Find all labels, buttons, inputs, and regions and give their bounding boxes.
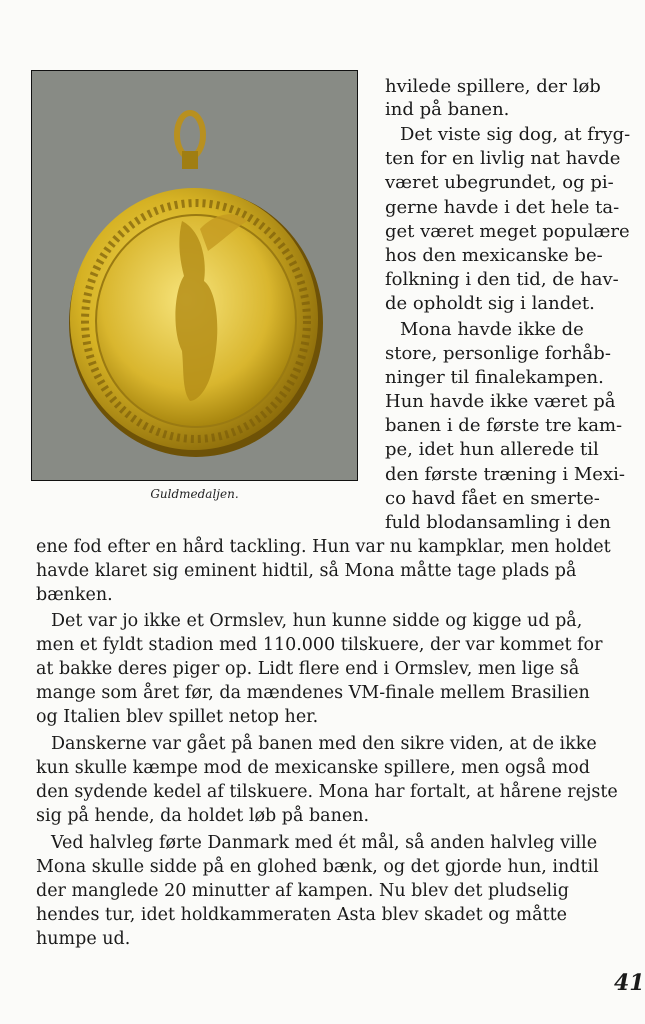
text-line: Det viste sig dog, at fryg- (400, 124, 631, 145)
text-line: den første træning i Mexi- (385, 464, 625, 485)
text-line: men et fyldt stadion med 110.000 tilskuere, der var kommet for (36, 635, 603, 655)
text-line: pe, idet hun allerede til (385, 439, 599, 460)
text-line: Mona skulle sidde på en glohed bænk, og det gjorde hun, indtil (36, 857, 599, 877)
text-line: Danskerne var gået på banen med den sikre viden, at de ikke (51, 734, 597, 754)
text-line: og Italien blev spillet netop her. (36, 707, 319, 727)
text-line: der manglede 20 minutter af kampen. Nu blev det pludselig (36, 881, 569, 901)
text-line: get været meget populære (385, 221, 630, 242)
text-line: co havd fået en smerte- (385, 488, 600, 509)
text-line: at bakke deres piger op. Lidt flere end i Ormslev, men lige så (36, 659, 580, 679)
text-line: kun skulle kæmpe mod de mexicanske spillere, men også mod (36, 758, 590, 778)
text-line: sig på hende, da holdet løb på banen. (36, 806, 370, 826)
text-line: banen i de første tre kam- (385, 415, 623, 436)
text-line: folkning i den tid, de hav- (385, 269, 619, 290)
text-line: ten for en livlig nat havde (385, 148, 621, 169)
gold-medal-illustration (32, 71, 357, 480)
text-line: gerne havde i det hele ta- (385, 197, 620, 218)
text-line: den sydende kedel af tilskuere. Mona har fortalt, at hårene rejste (36, 782, 618, 802)
text-line: fuld blodansamling i den (385, 512, 611, 533)
text-line: Det var jo ikke et Ormslev, hun kunne sidde og kigge ud på, (51, 611, 583, 631)
text-line: havde klaret sig eminent hidtil, så Mona måtte tage plads på (36, 561, 577, 581)
text-line: hvilede spillere, der løb (385, 76, 601, 97)
text-line: de opholdt sig i landet. (385, 293, 595, 314)
medal-loop (182, 151, 198, 169)
text-line: humpe ud. (36, 929, 131, 949)
text-line: været ubegrundet, og pi- (385, 172, 614, 193)
text-line: store, personlige forhåb- (385, 343, 611, 364)
medal-photo (31, 70, 358, 481)
text-line: ind på banen. (385, 99, 510, 120)
page-number: 41 (614, 970, 645, 996)
text-line: Hun havde ikke været på (385, 391, 616, 412)
text-line: bænken. (36, 585, 113, 605)
text-line: Mona havde ikke de (400, 319, 584, 340)
photo-caption: Guldmedaljen. (150, 487, 239, 501)
text-line: ninger til finalekampen. (385, 367, 604, 388)
text-line: ene fod efter en hård tackling. Hun var nu kampklar, men holdet (36, 537, 611, 557)
text-line: hos den mexicanske be- (385, 245, 603, 266)
text-line: Ved halvleg førte Danmark med ét mål, så anden halvleg ville (51, 833, 598, 853)
text-line: mange som året før, da mændenes VM-finale mellem Brasilien (36, 683, 590, 703)
text-line: hendes tur, idet holdkammeraten Asta blev skadet og måtte (36, 905, 568, 925)
